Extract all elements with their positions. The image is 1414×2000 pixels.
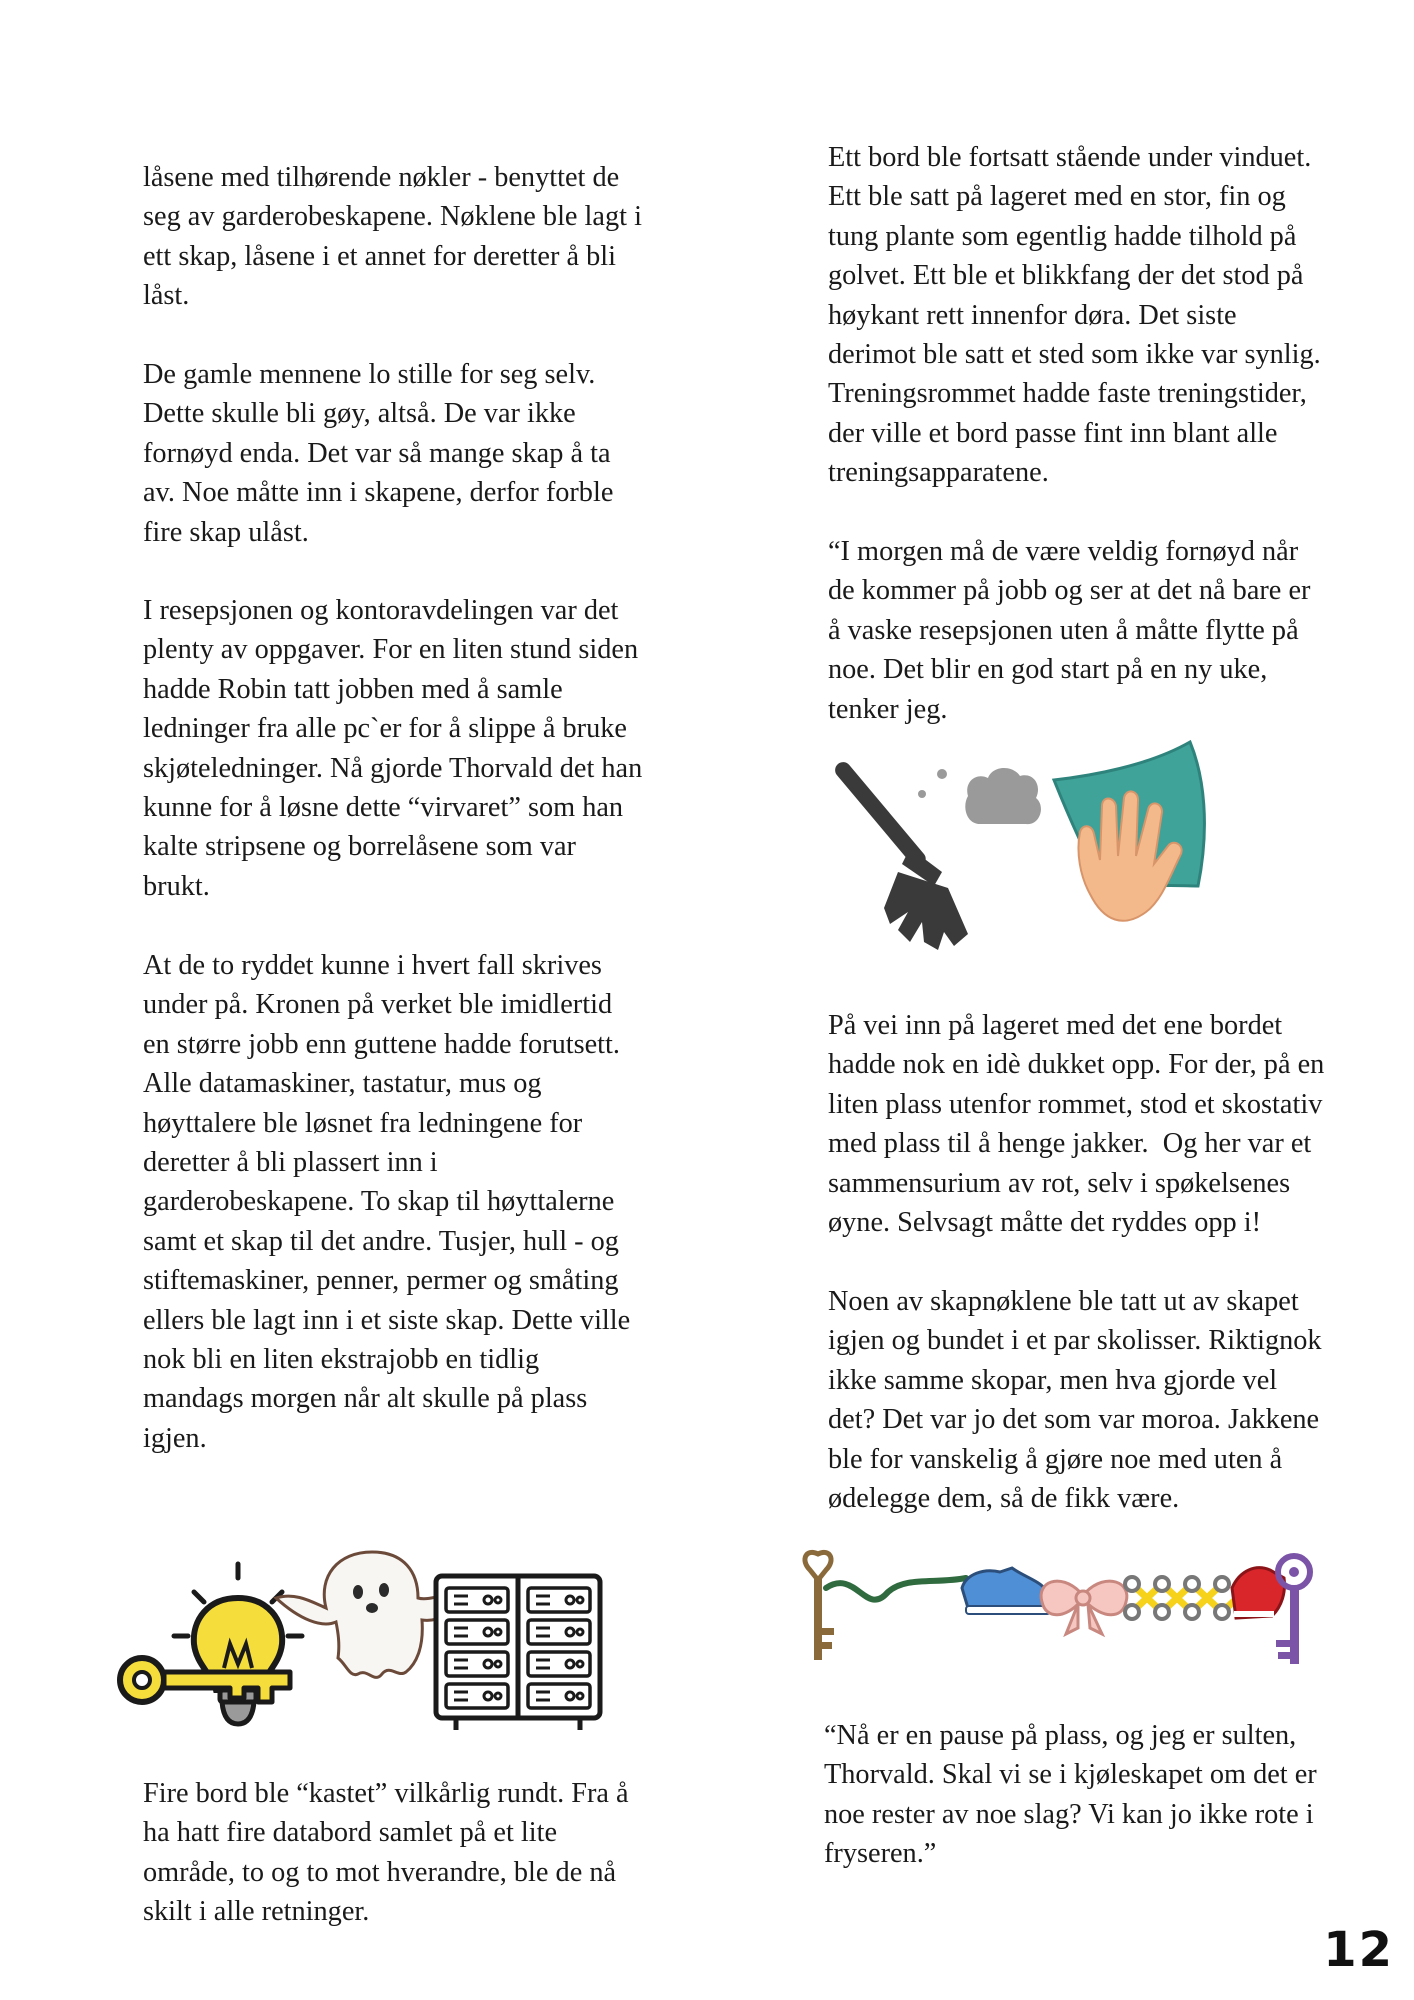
text-line: av. Noe måtte inn i skapene, derfor forble [143, 477, 614, 509]
text-line: fire skap ulåst. [143, 516, 309, 548]
text-line: ødelegge dem, så de fikk være. [828, 1483, 1180, 1515]
text-line: der ville et bord passe fint inn blant alle [828, 417, 1278, 449]
text-line: I resepsjonen og kontoravdelingen var det [143, 595, 619, 626]
paragraph-tidying [143, 946, 663, 1458]
text-line: låsene med tilhørende nøkler - benyttet de [143, 162, 620, 193]
text-line: ledninger fra alle pc`er for å slippe å bruke [143, 713, 627, 745]
text-line: “Nå er en pause på plass, og jeg er sulten, [824, 1720, 1297, 1751]
text-line: Thorvald. Skal vi se i kjøleskapet om det er [824, 1759, 1317, 1791]
text-line: Treningsrommet hadde faste treningstider, [828, 378, 1307, 410]
green-shoelace [826, 1578, 966, 1600]
paragraph-quote-tomorrow [828, 532, 1348, 729]
text-line: fornøyd enda. Det var så mange skap å ta [143, 437, 611, 469]
text-line: de kommer på jobb og ser at det nå bare er [828, 575, 1311, 607]
text-line: høykant rett innenfor døra. Det siste [828, 299, 1237, 331]
text-line: igjen og bundet i et par skolisser. Riktignok [828, 1325, 1322, 1357]
text-line: skjøteledninger. Nå gjorde Thorvald det han [143, 752, 643, 784]
text-line: skilt i alle retninger. [143, 1896, 370, 1928]
text-line: Noen av skapnøklene ble tatt ut av skapet [828, 1286, 1299, 1317]
page-number: 12 [1323, 1922, 1394, 1978]
text-line: Ett ble satt på lageret med en stor, fin og [828, 181, 1286, 213]
text-line: brukt. [143, 870, 210, 902]
bronze-key-icon [805, 1552, 834, 1660]
dust-cloud-icon [918, 768, 1041, 824]
text-line: igjen. [143, 1422, 207, 1454]
text-line: under på. Kronen på verket ble imidlertid [143, 989, 613, 1021]
text-line: mandags morgen når alt skulle på plass [143, 1383, 588, 1415]
text-line: derimot ble satt et sted som ikke var synlig. [828, 339, 1321, 371]
text-line: hadde Robin tatt jobben med å samle [143, 673, 563, 705]
text-line: garderobeskapene. To skap til høyttalerne [143, 1186, 615, 1218]
text-line: Ett bord ble fortsatt stående under vinduet. [828, 142, 1312, 173]
keys-shoelaces-illustration [796, 1548, 1316, 1678]
text-line: Dette skulle bli gøy, altså. De var ikke [143, 398, 576, 430]
paragraph-tables-placed [828, 138, 1348, 493]
text-line: samt et skap til det andre. Tusjer, hull - og [143, 1225, 619, 1257]
text-line: På vei inn på lageret med det ene bordet [828, 1010, 1283, 1041]
text-line: ikke samme skopar, men hva gjorde vel [828, 1364, 1278, 1396]
text-line: øyne. Selvsagt måtte det ryddes opp i! [828, 1207, 1262, 1239]
text-line: en større jobb enn guttene hadde forutsett. [143, 1028, 620, 1060]
paragraph-shoe-rack [828, 1006, 1348, 1242]
text-line: kalte stripsene og borrelåsene som var [143, 831, 576, 863]
text-line: At de to ryddet kunne i hvert fall skrives [143, 950, 602, 981]
text-line: stiftemaskiner, penner, permer og småting [143, 1265, 619, 1297]
text-line: kunne for å løsne dette “virvaret” som han [143, 792, 624, 824]
paragraph-old-men [143, 355, 663, 552]
text-line: De gamle mennene lo stille for seg selv. [143, 359, 596, 390]
pink-bow-icon [1041, 1581, 1127, 1634]
text-line: sammensurium av rot, selv i spøkelsenes [828, 1167, 1291, 1199]
text-line: liten plass utenfor rommet, stod et skostativ [828, 1088, 1323, 1120]
paragraph-tables [143, 1774, 663, 1932]
broom-icon [832, 759, 968, 950]
text-line: deretter å bli plassert inn i [143, 1147, 438, 1179]
text-line: golvet. Ett ble et blikkfang der det stod på [828, 260, 1304, 292]
paragraph-reception [143, 591, 663, 906]
paragraph-locks [143, 158, 663, 316]
text-line: ha hatt fire databord samlet på et lite [143, 1817, 558, 1849]
text-line: plenty av oppgaver. For en liten stund siden [143, 634, 639, 666]
text-line: ble for vanskelig å gjøre noe med uten å [828, 1443, 1283, 1475]
text-line: Alle datamaskiner, tastatur, mus og [143, 1068, 542, 1100]
text-line: med plass til å henge jakker. Og her var et [828, 1128, 1312, 1160]
text-line: å vaske resepsjonen uten å måtte flytte på [828, 614, 1299, 646]
lockers-icon [436, 1576, 600, 1730]
yellow-shoelace [1125, 1577, 1244, 1619]
purple-key-icon [1276, 1556, 1310, 1664]
paragraph-quote-pause [824, 1716, 1344, 1874]
text-line: Fire bord ble “kastet” vilkårlig rundt. Fra å [143, 1778, 629, 1809]
text-line: område, to og to mot hverandre, ble de nå [143, 1856, 617, 1888]
text-line: hadde nok en idè dukket opp. For der, på en [828, 1049, 1325, 1081]
text-line: høyttalere ble løsnet fra ledningene for [143, 1107, 583, 1139]
ghost-bulb-lockers-illustration [112, 1468, 617, 1738]
text-line: tung plante som egentlig hadde tilhold på [828, 220, 1297, 252]
text-line: fryseren.” [824, 1838, 937, 1870]
text-line: noe rester av noe slag? Vi kan jo ikke rote i [824, 1798, 1314, 1830]
text-line: det? Det var jo det som var moroa. Jakkene [828, 1404, 1320, 1436]
cloth-hand-icon [1054, 742, 1204, 921]
text-line: treningsapparatene. [828, 457, 1049, 489]
text-line: seg av garderobeskapene. Nøklene ble lagt i [143, 201, 642, 233]
light-bulb-icon [194, 1598, 282, 1724]
text-line: noe. Det blir en god start på en ny uke, [828, 654, 1268, 686]
paragraph-shoelaces [828, 1282, 1348, 1518]
cleaning-illustration [818, 736, 1308, 996]
text-line: ett skap, låsene i et annet for deretter å bli [143, 240, 616, 272]
text-line: ellers ble lagt inn i et siste skap. Dette ville [143, 1304, 631, 1336]
text-line: tenker jeg. [828, 693, 948, 725]
blue-sneaker-icon [962, 1568, 1050, 1614]
text-line: låst. [143, 280, 190, 312]
text-line: “I morgen må de være veldig fornøyd når [828, 536, 1299, 567]
text-line: nok bli en liten ekstrajobb en tidlig [143, 1344, 540, 1376]
